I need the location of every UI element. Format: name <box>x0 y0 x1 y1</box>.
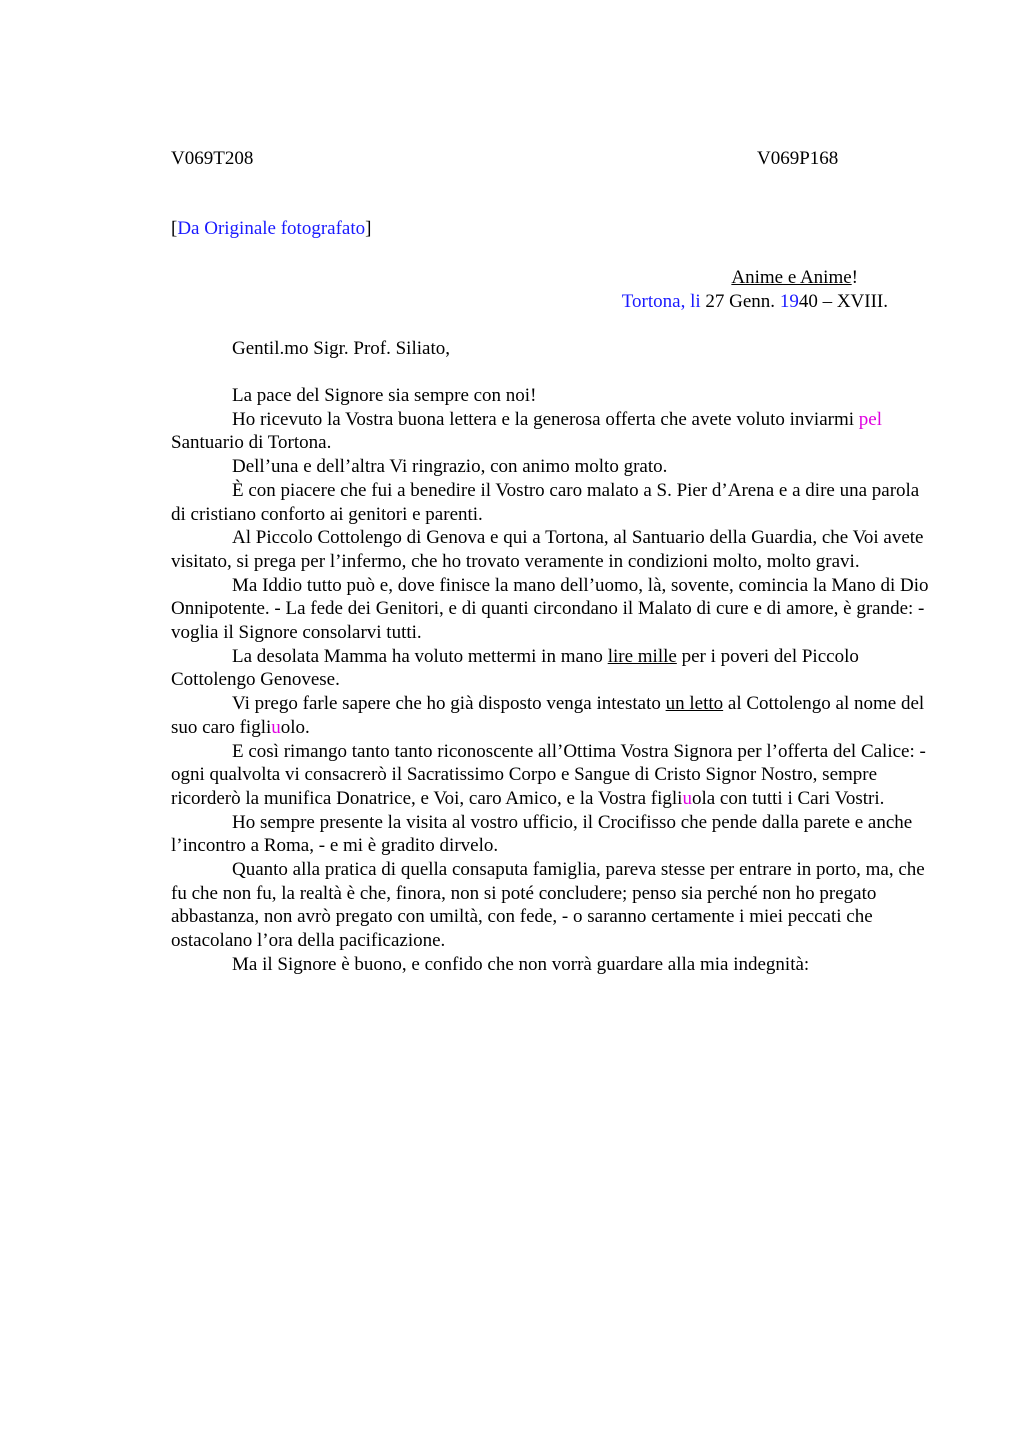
paragraph-9-text-a: E così rimango tanto tanto riconoscente all’Ottima Vostra Signora per l’offerta del Calice: - ogni qualvolta vi consacrerò il Sacratissimo Corpo e Sangue di Cristo Signor Nostro, sempre ricorderò la munifica Donatrice, e Voi, caro Amico, e la Vostra figli <box>171 740 926 809</box>
motto-punct: ! <box>851 267 858 288</box>
paragraph-7-text-c: per i poveri del Piccolo Cottolengo Genovese. <box>171 645 859 691</box>
paragraph-8-text-e: olo. <box>280 716 310 738</box>
paragraph-7 <box>171 645 931 692</box>
source-note-text: Da Originale fotografato <box>177 218 366 239</box>
paragraph-9-text-c: ola con tutti i Cari Vostri. <box>691 787 885 809</box>
letter-body <box>171 384 931 977</box>
paragraph-9-editorial-u: u <box>682 787 692 809</box>
paragraph-10: Ho sempre presente la visita al vostro ufficio, il Crocifisso che pende dalla parete e anche l’incontro a Roma, - e mi è gradito dirvelo. <box>171 811 913 857</box>
paragraph-2-text-a: Ho ricevuto la Vostra buona lettera e la generosa offerta che avete voluto inviarmi <box>232 408 859 430</box>
paragraph-3: Dell’una e dell’altra Vi ringrazio, con animo molto grato. <box>232 456 668 478</box>
paragraph-11: Quanto alla pratica di quella consaputa famiglia, pareva stesse per entrare in porto, ma, che fu che non fu, la realtà è che, finora, non si poté concludere; penso sia perché non ho pregato abbastanza, non avrò pregato con umiltà, con fede, - o saranno certamente i miei peccati che ostacolano l’ora della pacificazione. <box>171 859 925 952</box>
paragraph-9 <box>171 740 931 811</box>
source-note-close-bracket: ] <box>365 218 372 239</box>
paragraph-8-editorial-u: u <box>271 716 281 738</box>
paragraph-1: La pace del Signore sia sempre con noi! <box>232 385 537 406</box>
motto-text: Anime e Anime <box>731 267 852 288</box>
paragraph-4: È con piacere che fui a benedire il Vostro caro malato a S. Pier d’Arena e a dire una parola di cristiano conforto ai genitori e parenti. <box>171 479 920 525</box>
letter-salutation: Gentil.mo Sigr. Prof. Siliato, <box>232 338 450 359</box>
source-note <box>171 217 371 241</box>
source-note-open-bracket: [ <box>171 218 178 239</box>
letter-dateline <box>622 290 888 314</box>
paragraph-7-text-a: La desolata Mamma ha voluto mettermi in mano <box>232 645 608 667</box>
paragraph-12: Ma il Signore è buono, e confido che non vorrà guardare alla mia indegnità: <box>232 953 810 975</box>
paragraph-7-underlined-lire-mille: lire mille <box>607 645 677 667</box>
paragraph-2 <box>171 408 931 455</box>
paragraph-8-text-a: Vi prego farle sapere che ho già disposto venga intestato <box>232 693 666 715</box>
letter-motto <box>731 266 858 290</box>
dateline-day-month: 27 Genn. <box>700 291 780 312</box>
paragraph-8-text-c: al Cottolengo al nome del suo caro figli <box>171 693 925 738</box>
paragraph-5: Al Piccolo Cottolengo di Genova e qui a Tortona, al Santuario della Guardia, che Voi avete visitato, si prega per l’infermo, che ho trovato veramente in condizioni molto, molto gravi. <box>171 527 924 572</box>
dateline-year-prefix: 19 <box>779 291 799 312</box>
document-code-left: V069T208 <box>171 148 254 169</box>
dateline-place: Tortona, li <box>621 291 701 312</box>
document-code-right: V069P168 <box>757 148 839 169</box>
paragraph-8-underlined-un-letto: un letto <box>665 693 724 715</box>
paragraph-6: Ma Iddio tutto può e, dove finisce la mano dell’uomo, là, sovente, comincia la Mano di Dio Onnipotente. - La fede dei Genitori, e di quanti circondano il Malato di cure e di amore, è grande: - voglia il Signore consolarvi tutti. <box>171 574 929 644</box>
paragraph-2-editorial-pel: pel <box>858 408 882 430</box>
paragraph-8 <box>171 692 931 739</box>
dateline-year-suffix: 40 – XVIII. <box>798 291 888 312</box>
paragraph-2-text-c: Santuario di Tortona. <box>171 432 332 454</box>
